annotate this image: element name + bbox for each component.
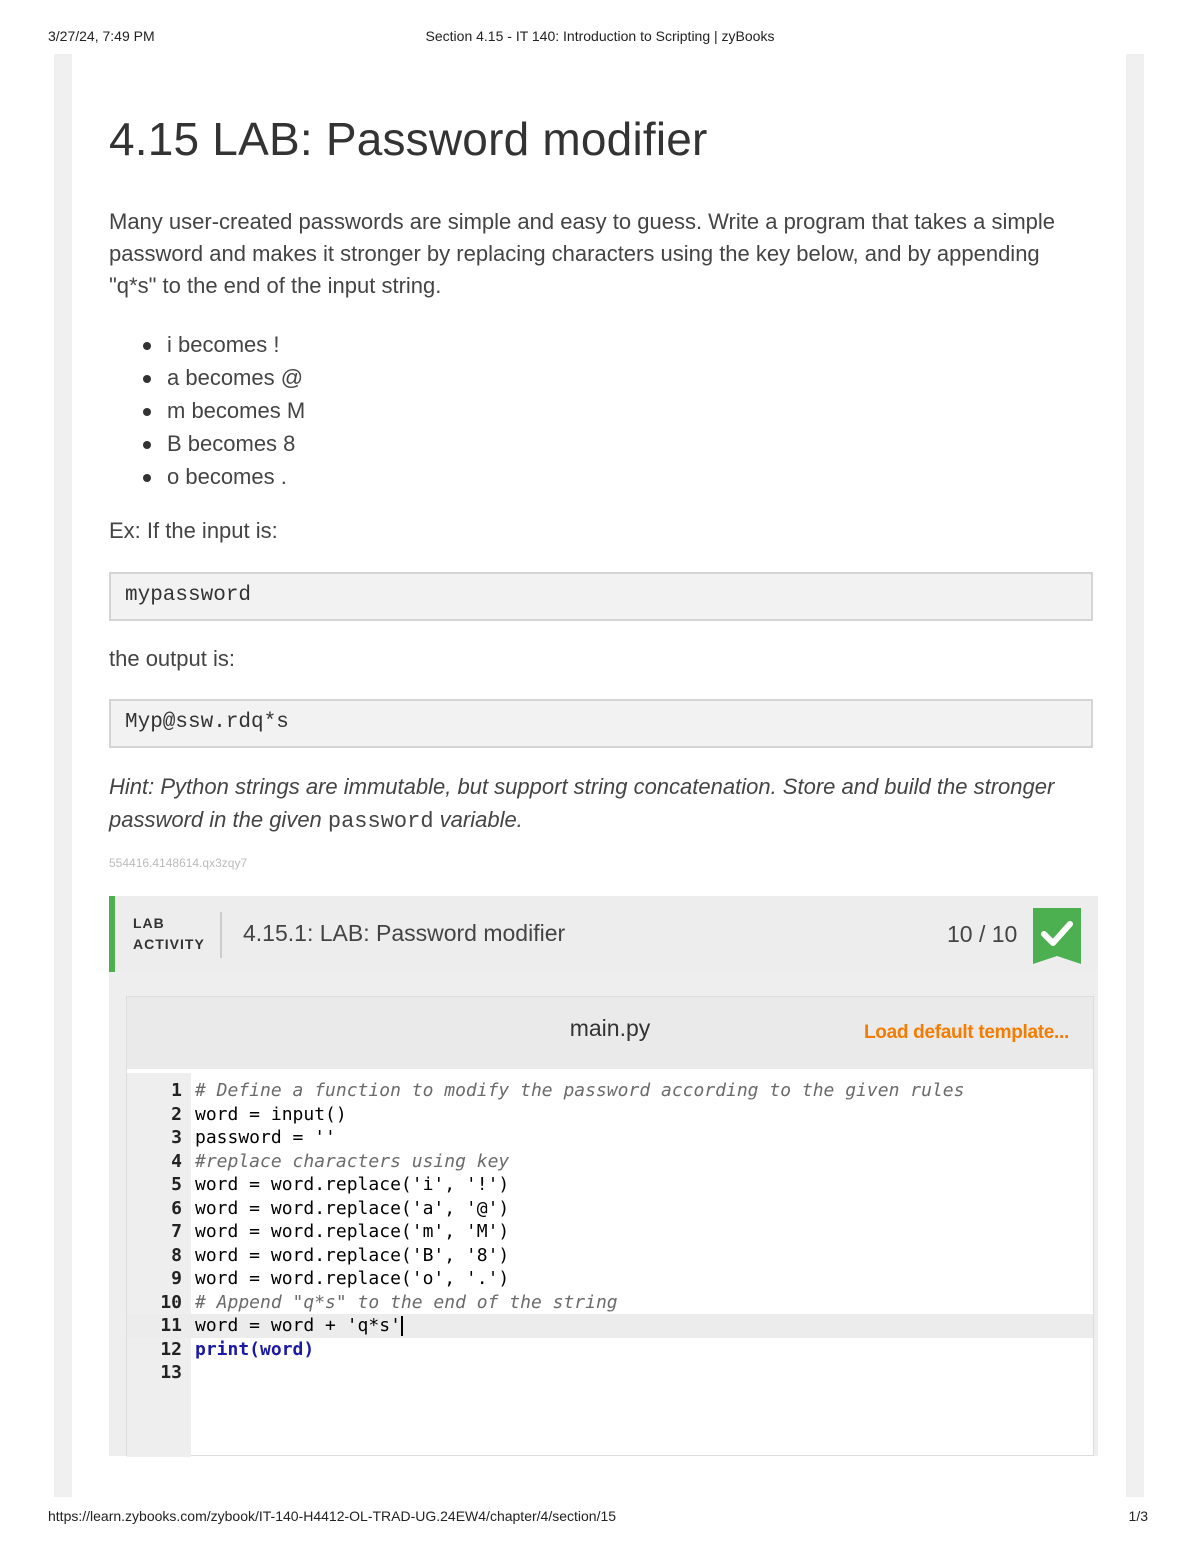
code-editor[interactable] [126, 996, 1094, 1456]
page-gutter-left [54, 54, 72, 1497]
list-item: B becomes 8 [109, 427, 305, 460]
code-line[interactable]: 8 word = word.replace('B', '8') [171, 1244, 510, 1266]
replacement-key-list [109, 328, 305, 493]
print-title: Section 4.15 - IT 140: Introduction to Scripting | zyBooks [425, 28, 775, 44]
print-date: 3/27/24, 7:49 PM [48, 28, 155, 44]
example-output-box: Myp@ssw.rdq*s [109, 699, 1093, 748]
code-line-active[interactable]: 11 word = word + 'q*s' [127, 1314, 1093, 1338]
list-item: i becomes ! [109, 328, 305, 361]
code-line[interactable]: 13 [160, 1362, 182, 1383]
code-line[interactable]: 9 word = word.replace('o', '.') [171, 1268, 510, 1289]
list-item: m becomes M [109, 394, 305, 427]
hint-prefix: Hint: Python strings are immutable, but support string concatenation. Store and build the stronger password in the given [109, 774, 1055, 832]
print-page-number: 1/3 [1128, 1508, 1148, 1524]
print-url: https://learn.zybooks.com/zybook/IT-140-H4412-OL-TRAD-UG.24EW4/chapter/4/section/15 [48, 1508, 617, 1524]
list-item: o becomes . [109, 460, 305, 493]
lab-activity-tag [133, 913, 205, 955]
code-line[interactable]: 12 print(word) [160, 1338, 315, 1360]
lab-activity-header [109, 896, 1098, 972]
print-header [0, 28, 1200, 48]
load-default-template-button[interactable]: Load default template... [864, 1022, 1069, 1043]
page-gutter-right [1126, 54, 1144, 1497]
lab-activity [109, 896, 1098, 1456]
code-line[interactable]: 5 word = word.replace('i', '!') [171, 1174, 510, 1195]
hint-text [109, 770, 1099, 838]
code-line[interactable]: 2 word = input() [171, 1103, 347, 1125]
lab-description: Many user-created passwords are simple and easy to guess. Write a program that takes a simple password and makes it stronger by replacing characters using the key below, and by appending "q*s" to the end of the input string. [109, 209, 1056, 298]
file-name: main.py [569, 1015, 651, 1041]
hint-code: password [327, 809, 434, 834]
code-line[interactable]: 7 word = word.replace('m', 'M') [171, 1221, 510, 1242]
text-cursor [401, 1316, 403, 1336]
code-area[interactable] [127, 1073, 1093, 1457]
lab-tag-line1: LAB [133, 915, 165, 931]
example-output-label: the output is: [109, 646, 235, 671]
content-resource-id: 554416.4148614.qx3zqy7 [109, 856, 248, 870]
code-line[interactable]: 10 # Append "q*s" to the end of the string [160, 1291, 618, 1313]
checkmark-icon [1033, 908, 1081, 964]
code-line[interactable]: 3 password = '' [171, 1127, 336, 1148]
print-footer [0, 1508, 1200, 1528]
example-input-box: mypassword [109, 572, 1093, 621]
list-item: a becomes @ [109, 361, 305, 394]
page-title: 4.15 LAB: Password modifier [109, 113, 708, 165]
hint-suffix: variable. [433, 807, 523, 832]
editor-toolbar [127, 997, 1093, 1069]
header-divider [220, 912, 222, 958]
example-input-label: Ex: If the input is: [109, 518, 278, 543]
code-line[interactable]: 6 word = word.replace('a', '@') [171, 1197, 510, 1219]
code-line[interactable]: 4 #replace characters using key [171, 1150, 510, 1172]
lab-activity-title: 4.15.1: LAB: Password modifier [243, 920, 566, 946]
lab-tag-line2: ACTIVITY [133, 936, 205, 952]
code-line[interactable]: 1 # Define a function to modify the password according to the given rules [171, 1080, 965, 1101]
section-content [72, 54, 1126, 1497]
lab-score: 10 / 10 [947, 921, 1018, 947]
